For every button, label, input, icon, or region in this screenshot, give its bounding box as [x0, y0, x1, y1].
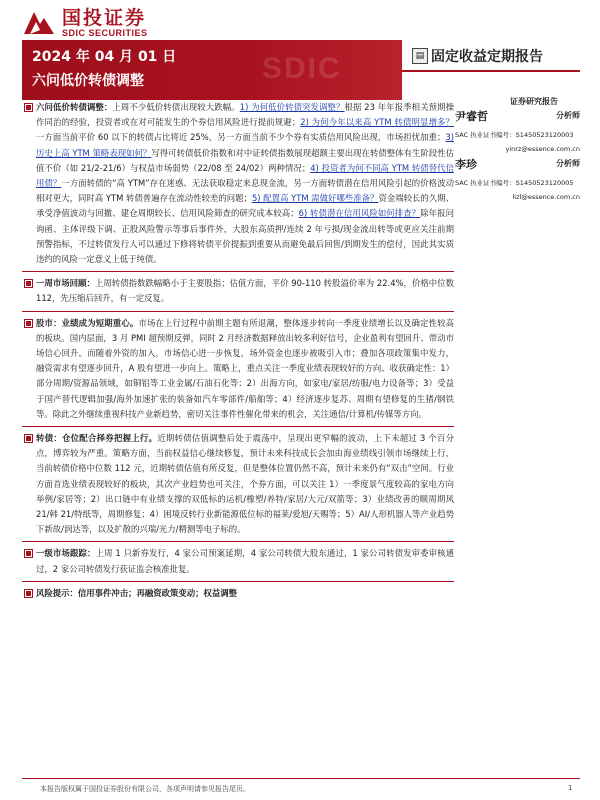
- footer-disclaimer: 本报告版权属于国投证券股份有限公司，各项声明请参见报告尾页。: [40, 785, 250, 793]
- question-link[interactable]: 3) 历史上高 YTM 策略表现如何？: [36, 132, 454, 158]
- report-type: [412, 46, 580, 66]
- section-lead: 一周市场回顾：: [36, 278, 95, 289]
- section-lead: 一级市场跟踪：: [36, 548, 96, 559]
- section-text: 上周转债指数跌幅略小于主要股指；估值方面，平价 90-110 转股溢价率为 22.4%，价格中位数 112，先压缩后回升，有一定反复。: [36, 278, 454, 304]
- bullet-icon: [24, 279, 33, 288]
- report-date: 2024 年 04 月 01 日: [32, 49, 177, 65]
- analyst-email[interactable]: lizl@essence.com.cn: [512, 193, 580, 201]
- section-divider: [22, 426, 454, 427]
- report-type-icon: ▤: [412, 48, 428, 64]
- summary-section: [22, 100, 454, 267]
- question-link[interactable]: 4) 投资者为何不同高 YTM 转债替代信用债？: [36, 162, 454, 189]
- report-summary: [22, 100, 454, 601]
- report-title: 六问低价转债调整: [32, 73, 144, 89]
- analyst-email[interactable]: yinrz@essence.com.cn: [505, 145, 580, 153]
- section-text: 上周 1 只新券发行，4 家公司预案延期，4 家公司转债大股东通过，1 家公司转债发审委审核通过，2 家公司转债发行获证监会核准批复。: [36, 548, 455, 574]
- section-text: 根据 23 年年报季相关预期操作同治的经验，投资者或在对可能发生的个券信用风险进行提前规避；: [36, 102, 454, 128]
- summary-section: [22, 316, 454, 422]
- analyst-name: 李珍: [455, 158, 477, 171]
- analyst-card: [455, 108, 580, 153]
- section-text: 一方面转债的“高 YTM”存在迷惑、无法获取稳定来息现金流，另一方面转债潜在信用风险引起的价格波动相对更大，同时高 YTM 转债普遍存在流动性较差的问题；: [36, 178, 455, 204]
- section-text: 一方面当前平价 60 以下的转债占比将近 25%，另一方面当前不少个券有实质信用风险出现，市场担忧加重；: [36, 132, 446, 143]
- footer-divider: [22, 778, 580, 779]
- analyst-card: [455, 156, 580, 201]
- analyst-role: 分析师: [556, 159, 580, 168]
- brand-name-en: SDIC SECURITIES: [62, 28, 148, 38]
- section-text: 写得可转债低价指数和对中证转债指数展现超额主要出现在转债整体有生阶段性估值不价（如 21/2-21/6）与权益市场弱势（22/08 至 24/02）两种情况；: [36, 147, 455, 173]
- header-banner: [22, 40, 402, 100]
- section-divider: [22, 271, 454, 272]
- bullet-icon: [24, 589, 33, 598]
- bullet-icon: [24, 319, 33, 328]
- section-lead: 转债：仓位配合择券把握上行。: [36, 433, 158, 444]
- analyst-role: 分析师: [556, 111, 580, 120]
- banner-watermark: SDIC: [262, 52, 342, 85]
- summary-section: [22, 431, 454, 537]
- section-lead: 六问低价转债调整：: [36, 102, 113, 112]
- summary-section: [22, 276, 454, 306]
- analyst-name: 尹睿哲: [455, 110, 488, 123]
- question-link[interactable]: 6) 转债潜在信用风险如何排查？: [298, 208, 421, 219]
- bullet-icon: [24, 103, 33, 112]
- section-lead: 股市：业绩成为短期重心。: [36, 317, 139, 328]
- section-text: 近期转债估值调整后处于震荡中，呈现出更窄幅的波动，上下未超过 3 个百分点，博弈较为严重。策略方面，当前权益信心继续修复，预计未来科技成长会加由海业绩线引领市场继续上行，当前转债价格中位数 112 元，近期转债估值有所反复，但是整体位置仍然不高，预计未来仍有“双击”空间。行业方面首选业绩表现较好的板块，其次产业趋势也可关注，个券方面，可以关注 1）一季度景气度较高的家电方向举例/家居等；2）出口链中有业绩支撑的双低标的运机/橡塑/养特/家居/大元/双箭等；3）业绩改善的顺周期风 21/韩 21/特纸等，周期修复；4）困境反转行业新能源低位标的福莱/爱旭/天赐等；5）AI/人形机器人等产业趋势下新故/润达等，以及扩散的兴瑞/光力/精测等电子标的。: [36, 433, 455, 535]
- brand-name-cn: 国投证券: [62, 7, 147, 29]
- brand-logo: [20, 8, 148, 38]
- question-link[interactable]: 5) 配置高 YTM 需做好哪些准备？: [251, 193, 379, 204]
- section-text: 资金端较长的久期、承受净值波动与回撤、建仓周期较长、信用风险筛查的研究成本较高；: [36, 193, 454, 219]
- report-type-divider: [402, 70, 580, 72]
- department-label: 证券研究报告: [510, 97, 558, 106]
- section-text: 市场在上行过程中前期主题有所退潮，整体逐步转向一季度业绩增长以及确定性较高的板块。国内层面，3 月 PMI 超预期反弹，同时 2 月经济数据释放出较多利好信号，企业盈利有望回升、带动市场信心回升。而随着外资的加入，市场信心进一步恢复，场外资金也逐步被吸引入市；叠加各项政策集中发力，融资需求有望逐步回升，A 股有望进一步向上。策略上，重点关注一季度业绩表现较好的方向、收获确定性：1）部分周期/资源品领域，如铜铝等工业金属/石油石化等；2）出海方向，如家电/家居/纺服/电力设备等；3）受益于国产替代逻辑加强/海外加速扩张的装备如汽车零部件/船舶等；4）经济逐步复苏、周期有望修复的生猪/钢铁等。除此之外继续重视科技产业新趋势，密切关注事件性催化带来的机会，关注通信/计算机/传媒等方向。: [36, 317, 454, 419]
- sdic-logo-icon: [20, 8, 58, 38]
- section-lead: 风险提示：信用事件冲击；再融资政策变动；权益调整: [36, 587, 237, 598]
- section-text: 上周不少低价转债出现较大跌幅。: [112, 102, 240, 112]
- bullet-icon: [24, 549, 33, 558]
- page-number: 1: [568, 784, 573, 792]
- analyst-sac: SAC 执业证书编号：S1450523120003: [455, 131, 574, 139]
- question-link[interactable]: 1) 为何低价转债突发调整？: [239, 102, 345, 112]
- section-divider: [22, 541, 454, 542]
- summary-section: [22, 546, 454, 576]
- report-type-label: 固定收益定期报告: [431, 49, 543, 65]
- question-link[interactable]: 2) 为何今年以来高 YTM 转债明显增多？: [300, 117, 455, 128]
- section-divider: [22, 581, 454, 582]
- bullet-icon: [24, 434, 33, 443]
- section-divider: [22, 311, 454, 312]
- section-text: 除年报问询函、主体评级下调、正股风险警示等事后事件外，大股东高质押/连续 2 年亏损/现金流出转等或更应关注前期预警指标，不过转债发行人可以通过下修将转债平价提振到重要从而避免最后回售/到期发生的偿付，因此其实质违约的风险一定意义上低于纯债。: [36, 208, 455, 265]
- summary-section: [22, 586, 454, 601]
- analyst-sac: SAC 执业证书编号：S1450523120005: [455, 179, 574, 187]
